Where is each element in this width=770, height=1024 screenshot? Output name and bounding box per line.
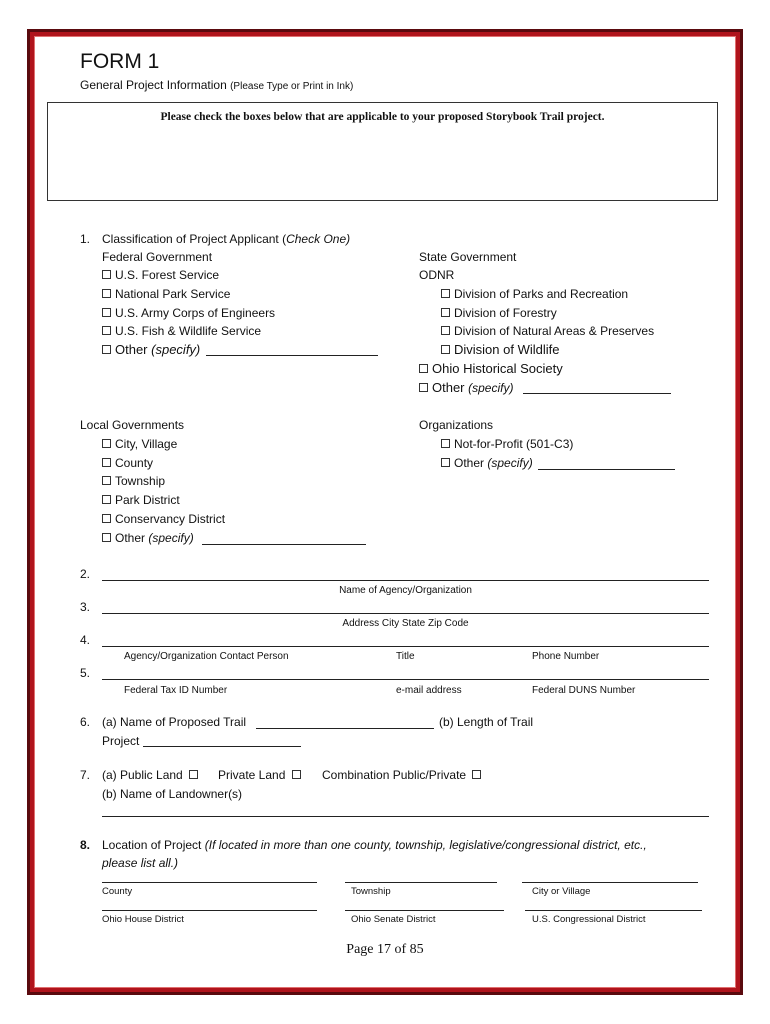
phone-caption: Phone Number: [532, 651, 600, 662]
local-other-line[interactable]: [202, 544, 366, 545]
subtitle-text: General Project Information: [80, 78, 227, 92]
checkbox[interactable]: [441, 439, 450, 448]
state-item-label: Division of Natural Areas & Preserves: [454, 324, 655, 338]
checkbox[interactable]: [419, 364, 428, 373]
q8-note: (If located in more than one county, township, legislative/congressional district, etc.,: [204, 838, 647, 852]
other-label: Other: [432, 380, 465, 395]
tax-id-field[interactable]: [102, 679, 709, 680]
senate-district-field[interactable]: [345, 910, 504, 911]
q8-number: 8.: [80, 838, 91, 852]
duns-caption: Federal DUNS Number: [532, 685, 636, 696]
checkbox[interactable]: [102, 514, 111, 523]
q6-number: 6.: [80, 715, 91, 729]
q1-label: [102, 232, 350, 246]
specify-label: (specify): [487, 456, 533, 470]
q1-number: 1.: [80, 232, 91, 246]
checkbox[interactable]: [292, 770, 301, 779]
private-land-label: Private Land: [218, 768, 286, 782]
federal-item-label: U.S. Fish & Wildlife Service: [115, 324, 262, 338]
congressional-district-field[interactable]: [525, 910, 702, 911]
city-caption: City or Village: [532, 886, 591, 897]
combination-option[interactable]: [322, 768, 485, 782]
local-other[interactable]: [102, 531, 194, 545]
trail-length-label: (b) Length of Trail: [439, 715, 534, 729]
local-item-label: Township: [115, 474, 166, 488]
q3-number: 3.: [80, 600, 91, 614]
orgs-other-line[interactable]: [538, 469, 675, 470]
form-title: FORM 1: [80, 50, 160, 73]
local-item-label: Park District: [115, 493, 180, 507]
checkbox[interactable]: [102, 326, 111, 335]
page-number: Page 17 of 85: [346, 942, 424, 957]
checkbox[interactable]: [102, 270, 111, 279]
tax-id-caption: Federal Tax ID Number: [124, 685, 228, 696]
checkbox[interactable]: [472, 770, 481, 779]
congressional-district-caption: U.S. Congressional District: [532, 914, 646, 925]
federal-item-label: U.S. Army Corps of Engineers: [115, 306, 276, 320]
ohs-item[interactable]: [419, 361, 563, 376]
checkbox[interactable]: [441, 345, 450, 354]
state-other-line[interactable]: [523, 393, 671, 394]
specify-label: (specify): [148, 531, 194, 545]
township-field[interactable]: [345, 882, 497, 883]
orgs-item-label: Not-for-Profit (501-C3): [454, 437, 574, 451]
checkbox[interactable]: [441, 458, 450, 467]
q5-number: 5.: [80, 666, 91, 680]
q7-number: 7.: [80, 768, 91, 782]
other-label: Other: [454, 456, 485, 470]
state-item-label: Division of Forestry: [454, 306, 557, 320]
q2-number: 2.: [80, 567, 91, 581]
state-item[interactable]: [441, 342, 559, 357]
federal-other[interactable]: [102, 342, 200, 357]
specify-label: (specify): [468, 381, 514, 395]
federal-heading: Federal Government: [102, 250, 213, 264]
local-item-label: Conservancy District: [115, 512, 226, 526]
local-item[interactable]: [102, 474, 165, 488]
landowner-field[interactable]: [102, 816, 709, 817]
project-label: Project: [102, 734, 140, 748]
state-other[interactable]: [419, 380, 513, 395]
odnr-heading: ODNR: [419, 268, 455, 282]
address-caption: Address City State Zip Code: [342, 618, 469, 629]
combination-label: Combination Public/Private: [322, 768, 467, 782]
checkbox[interactable]: [102, 289, 111, 298]
local-item-label: County: [115, 456, 154, 470]
q1-label-italic: Check One): [286, 232, 351, 246]
county-caption: County: [102, 886, 133, 897]
specify-label: (specify): [151, 342, 201, 357]
checkbox[interactable]: [441, 289, 450, 298]
federal-item[interactable]: [102, 268, 219, 282]
local-item[interactable]: [102, 437, 177, 451]
state-item-label: Division of Wildlife: [454, 342, 560, 357]
agency-name-caption: Name of Agency/Organization: [339, 585, 472, 596]
state-heading: State Government: [419, 250, 517, 264]
senate-district-caption: Ohio Senate District: [351, 914, 436, 925]
federal-item-label: National Park Service: [115, 287, 231, 301]
checkbox[interactable]: [441, 326, 450, 335]
checkbox[interactable]: [102, 476, 111, 485]
county-field[interactable]: [102, 882, 317, 883]
project-field[interactable]: [143, 746, 301, 747]
q1-label-text: Classification of Project Applicant (: [102, 232, 287, 246]
orgs-other[interactable]: [441, 456, 533, 470]
subtitle-note: (Please Type or Print in Ink): [230, 81, 354, 92]
checkbox[interactable]: [102, 439, 111, 448]
other-label: Other: [115, 342, 148, 357]
federal-item[interactable]: [102, 287, 230, 301]
contact-field[interactable]: [102, 646, 709, 647]
public-land-option[interactable]: [102, 768, 202, 782]
instruction-text: Please check the boxes below that are applicable to your proposed Storybook Trail project.: [160, 111, 605, 123]
township-caption: Township: [351, 886, 391, 897]
city-field[interactable]: [522, 882, 698, 883]
q4-number: 4.: [80, 633, 91, 647]
address-field[interactable]: [102, 613, 709, 614]
checkbox[interactable]: [102, 458, 111, 467]
house-district-field[interactable]: [102, 910, 317, 911]
checkbox[interactable]: [102, 308, 111, 317]
q8-label-text: Location of Project: [102, 838, 202, 852]
contact-person-caption: Agency/Organization Contact Person: [124, 651, 289, 662]
state-item[interactable]: [441, 306, 557, 320]
q8-label: [102, 838, 647, 852]
checkbox[interactable]: [102, 533, 111, 542]
federal-item-label: U.S. Forest Service: [115, 268, 220, 282]
form-subtitle: [80, 78, 353, 92]
checkbox[interactable]: [102, 495, 111, 504]
checkbox[interactable]: [441, 308, 450, 317]
federal-item[interactable]: [102, 306, 275, 320]
local-item[interactable]: [102, 493, 180, 507]
orgs-heading: Organizations: [419, 418, 494, 432]
ohs-label: Ohio Historical Society: [432, 361, 563, 376]
local-item-label: City, Village: [115, 437, 178, 451]
landowner-label: (b) Name of Landowner(s): [102, 787, 243, 801]
federal-item[interactable]: [102, 324, 261, 338]
house-district-caption: Ohio House District: [102, 914, 184, 925]
federal-other-line[interactable]: [206, 355, 378, 356]
trail-name-label: (a) Name of Proposed Trail: [102, 715, 247, 729]
title-caption: Title: [396, 651, 415, 662]
checkbox[interactable]: [419, 383, 428, 392]
q8-note-line2: please list all.): [102, 856, 179, 870]
agency-name-field[interactable]: [102, 580, 709, 581]
state-item[interactable]: [441, 324, 654, 338]
local-item[interactable]: [102, 512, 225, 526]
email-caption: e-mail address: [396, 685, 462, 696]
state-item[interactable]: [441, 287, 628, 301]
state-item-label: Division of Parks and Recreation: [454, 287, 629, 301]
public-land-label: (a) Public Land: [102, 768, 183, 782]
private-land-option[interactable]: [218, 768, 305, 782]
checkbox[interactable]: [102, 345, 111, 354]
local-item[interactable]: [102, 456, 153, 470]
local-heading: Local Governments: [80, 418, 185, 432]
checkbox[interactable]: [189, 770, 198, 779]
other-label: Other: [115, 531, 146, 545]
orgs-item[interactable]: [441, 437, 573, 451]
trail-name-field[interactable]: [256, 728, 434, 729]
